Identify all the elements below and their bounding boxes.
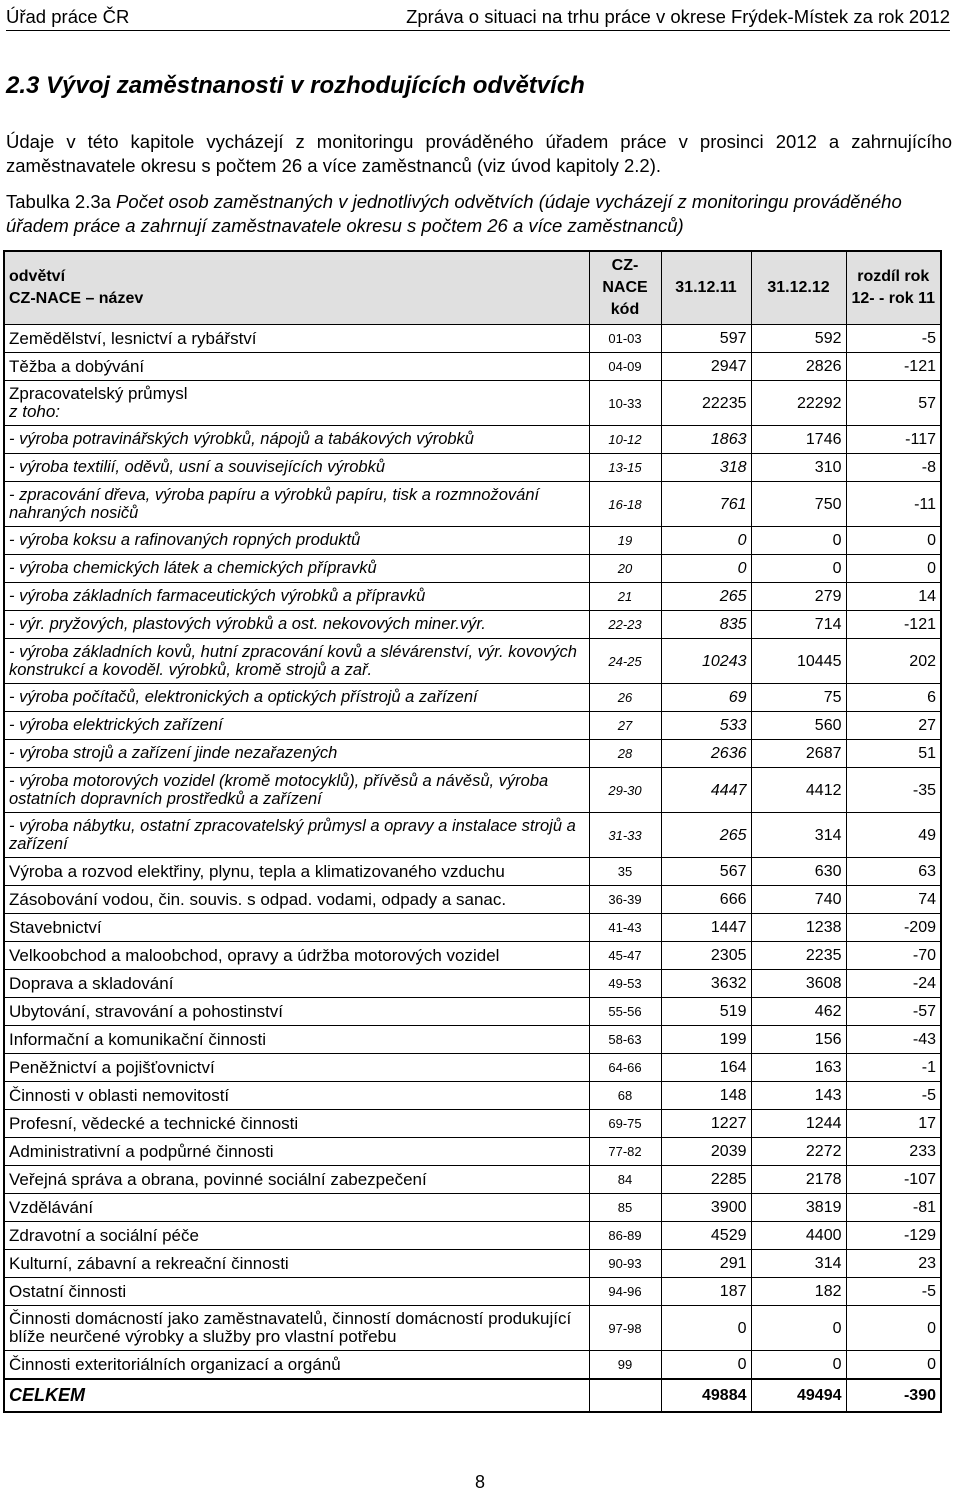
sector-name: Zemědělství, lesnictví a rybářství	[9, 329, 257, 348]
cell-2012: 630	[751, 858, 846, 886]
table-row	[4, 1082, 941, 1110]
cell-sector-name	[4, 1110, 589, 1138]
table-row	[4, 1351, 941, 1380]
cell-difference: -5	[846, 1278, 941, 1306]
intro-paragraph: Údaje v této kapitole vycházejí z monitoringu prováděného úřadem práce v prosinci 2012 a zahrnujícího zaměstnavatele okresu s počtem 26 a více zaměstnanců (viz úvod kapitoly 2.2).	[6, 131, 952, 176]
table-row	[4, 555, 941, 583]
sector-name: - výroba strojů a zařízení jinde nezařazených	[9, 744, 338, 762]
cell-2012: 22292	[751, 381, 846, 426]
cell-sector-name	[4, 684, 589, 712]
cell-2011: 4529	[661, 1222, 751, 1250]
cell-code: 27	[589, 712, 661, 740]
table-caption	[6, 190, 946, 238]
cell-2012: 3819	[751, 1194, 846, 1222]
section-title: 2.3 Vývoj zaměstnanosti v rozhodujících odvětvích	[6, 72, 585, 99]
cell-2012: 156	[751, 1026, 846, 1054]
table-caption-text: Počet osob zaměstnaných v jednotlivých odvětvích (údaje vycházejí z monitoringu prováděného úřadem práce a zahrnují zaměstnavatele okresu s počtem 26 a více zaměstnanců)	[6, 191, 902, 236]
cell-total-2011: 49884	[661, 1379, 751, 1412]
cell-code: 68	[589, 1082, 661, 1110]
cell-2012: 163	[751, 1054, 846, 1082]
cell-2012: 740	[751, 886, 846, 914]
cell-2011: 567	[661, 858, 751, 886]
cell-2011: 3632	[661, 970, 751, 998]
cell-code: 28	[589, 740, 661, 768]
sector-name: Ubytování, stravování a pohostinství	[9, 1002, 284, 1021]
cell-code: 24-25	[589, 639, 661, 684]
cell-code: 29-30	[589, 768, 661, 813]
cell-code: 13-15	[589, 454, 661, 482]
sector-name: Zpracovatelský průmysl	[9, 384, 188, 403]
cell-2012: 2687	[751, 740, 846, 768]
cell-difference: -121	[846, 611, 941, 639]
page-header	[6, 4, 950, 31]
table-row	[4, 740, 941, 768]
sector-name: Ostatní činnosti	[9, 1282, 127, 1301]
sector-name: - výroba nábytku, ostatní zpracovatelský průmysl a opravy a instalace strojů a zařízení	[9, 817, 576, 853]
table-row	[4, 325, 941, 353]
cell-2012: 75	[751, 684, 846, 712]
cell-2012: 714	[751, 611, 846, 639]
table-row	[4, 1250, 941, 1278]
cell-2012: 1244	[751, 1110, 846, 1138]
table-row	[4, 454, 941, 482]
sector-name: - výroba chemických látek a chemických přípravků	[9, 559, 377, 577]
cell-difference: -117	[846, 426, 941, 454]
cell-2012: 314	[751, 1250, 846, 1278]
table-row	[4, 1194, 941, 1222]
cell-2011: 666	[661, 886, 751, 914]
cell-2011: 597	[661, 325, 751, 353]
sector-name: - výroba základních farmaceutických výrobků a přípravků	[9, 587, 426, 605]
cell-2011: 291	[661, 1250, 751, 1278]
cell-code: 97-98	[589, 1306, 661, 1351]
cell-sector-name	[4, 611, 589, 639]
cell-code: 45-47	[589, 942, 661, 970]
header-2012: 31.12.12	[751, 251, 846, 325]
cell-difference: -209	[846, 914, 941, 942]
cell-2011: 69	[661, 684, 751, 712]
cell-total-difference: -390	[846, 1379, 941, 1412]
cell-sector-name	[4, 555, 589, 583]
cell-sector-name	[4, 1082, 589, 1110]
cell-2011: 761	[661, 482, 751, 527]
header-2011: 31.12.11	[661, 251, 751, 325]
cell-sector-name	[4, 740, 589, 768]
sector-name: - výroba elektrických zařízení	[9, 716, 223, 734]
cell-difference: -11	[846, 482, 941, 527]
sector-name: - výroba počítačů, elektronických a optických přístrojů a zařízení	[9, 688, 478, 706]
cell-total-2012: 49494	[751, 1379, 846, 1412]
cell-2012: 2272	[751, 1138, 846, 1166]
cell-2011: 2305	[661, 942, 751, 970]
cell-difference: -24	[846, 970, 941, 998]
cell-difference: -35	[846, 768, 941, 813]
cell-difference: 17	[846, 1110, 941, 1138]
cell-2011: 835	[661, 611, 751, 639]
cell-2011: 2947	[661, 353, 751, 381]
cell-difference: 49	[846, 813, 941, 858]
cell-2011: 0	[661, 1351, 751, 1380]
table-row	[4, 611, 941, 639]
cell-2012: 1746	[751, 426, 846, 454]
cell-2012: 10445	[751, 639, 846, 684]
cell-2012: 1238	[751, 914, 846, 942]
cell-sector-name	[4, 813, 589, 858]
cell-2012: 0	[751, 527, 846, 555]
table-total-row	[4, 1379, 941, 1412]
cell-2011: 2039	[661, 1138, 751, 1166]
cell-2012: 2178	[751, 1166, 846, 1194]
cell-sector-name	[4, 482, 589, 527]
cell-difference: 14	[846, 583, 941, 611]
cell-sector-name	[4, 998, 589, 1026]
cell-code: 16-18	[589, 482, 661, 527]
sector-name: - výr. pryžových, plastových výrobků a ost. nekovových miner.výr.	[9, 615, 486, 633]
cell-code: 64-66	[589, 1054, 661, 1082]
cell-2011: 265	[661, 583, 751, 611]
cell-2011: 10243	[661, 639, 751, 684]
cell-2011: 1227	[661, 1110, 751, 1138]
cell-2012: 0	[751, 555, 846, 583]
cell-2011: 0	[661, 555, 751, 583]
cell-difference: -43	[846, 1026, 941, 1054]
table-row	[4, 1306, 941, 1351]
cell-sector-name	[4, 970, 589, 998]
cell-2011: 4447	[661, 768, 751, 813]
table-body	[4, 325, 941, 1413]
sector-name: Doprava a skladování	[9, 974, 174, 993]
table-row	[4, 583, 941, 611]
header-sector-line1: odvětví	[9, 268, 66, 285]
cell-code: 58-63	[589, 1026, 661, 1054]
cell-difference: -8	[846, 454, 941, 482]
sector-name: Těžba a dobývání	[9, 357, 145, 376]
sector-name: Činnosti domácností jako zaměstnavatelů, činností domácností produkující blíže neurčené výrobky a služby pro vlastní potřebu	[9, 1309, 572, 1346]
cell-2012: 592	[751, 325, 846, 353]
cell-2011: 2285	[661, 1166, 751, 1194]
cell-difference: -5	[846, 1082, 941, 1110]
sector-name: Kulturní, zábavní a rekreační činnosti	[9, 1254, 289, 1273]
employment-table	[3, 250, 942, 1413]
cell-difference: 0	[846, 1351, 941, 1380]
cell-code: 36-39	[589, 886, 661, 914]
table-row	[4, 1054, 941, 1082]
cell-code: 04-09	[589, 353, 661, 381]
table-row	[4, 712, 941, 740]
table-header-row	[4, 251, 941, 325]
cell-2011: 164	[661, 1054, 751, 1082]
header-organization: Úřad práce ČR	[6, 6, 130, 27]
cell-difference: 57	[846, 381, 941, 426]
cell-sector-name	[4, 527, 589, 555]
cell-difference: 74	[846, 886, 941, 914]
cell-difference: 63	[846, 858, 941, 886]
cell-code: 49-53	[589, 970, 661, 998]
cell-2011: 1863	[661, 426, 751, 454]
table-row	[4, 768, 941, 813]
cell-2011: 265	[661, 813, 751, 858]
cell-difference: 233	[846, 1138, 941, 1166]
cell-difference: -121	[846, 353, 941, 381]
sector-subnote: z toho:	[9, 402, 61, 421]
cell-code: 84	[589, 1166, 661, 1194]
cell-code: 31-33	[589, 813, 661, 858]
cell-2011: 2636	[661, 740, 751, 768]
cell-2011: 519	[661, 998, 751, 1026]
table-row	[4, 684, 941, 712]
cell-sector-name	[4, 1222, 589, 1250]
sector-name: Peněžnictví a pojišťovnictví	[9, 1058, 215, 1077]
cell-2012: 750	[751, 482, 846, 527]
sector-name: Činnosti exteritoriálních organizací a orgánů	[9, 1355, 341, 1374]
cell-sector-name	[4, 1306, 589, 1351]
cell-2012: 0	[751, 1351, 846, 1380]
cell-code: 26	[589, 684, 661, 712]
cell-sector-name	[4, 426, 589, 454]
cell-difference: -107	[846, 1166, 941, 1194]
header-sector-line2: CZ-NACE – název	[9, 290, 144, 307]
cell-2012: 310	[751, 454, 846, 482]
table-row	[4, 426, 941, 454]
cell-2011: 22235	[661, 381, 751, 426]
sector-name: - výroba koksu a rafinovaných ropných produktů	[9, 531, 361, 549]
cell-2012: 2235	[751, 942, 846, 970]
cell-sector-name	[4, 942, 589, 970]
table-row	[4, 1026, 941, 1054]
table-row	[4, 1138, 941, 1166]
cell-2011: 318	[661, 454, 751, 482]
cell-2012: 560	[751, 712, 846, 740]
cell-sector-name	[4, 768, 589, 813]
cell-2012: 4400	[751, 1222, 846, 1250]
cell-2012: 182	[751, 1278, 846, 1306]
header-code: CZ-NACE kód	[589, 251, 661, 325]
cell-sector-name	[4, 381, 589, 426]
cell-2012: 279	[751, 583, 846, 611]
cell-difference: 51	[846, 740, 941, 768]
table-row	[4, 970, 941, 998]
table-row	[4, 942, 941, 970]
cell-sector-name	[4, 858, 589, 886]
cell-code: 22-23	[589, 611, 661, 639]
cell-difference: -70	[846, 942, 941, 970]
cell-2011: 199	[661, 1026, 751, 1054]
cell-2012: 143	[751, 1082, 846, 1110]
cell-difference: -129	[846, 1222, 941, 1250]
sector-name: Informační a komunikační činnosti	[9, 1030, 267, 1049]
header-sector	[4, 251, 589, 325]
cell-difference: 0	[846, 1306, 941, 1351]
cell-code: 19	[589, 527, 661, 555]
table-row	[4, 353, 941, 381]
cell-2012: 314	[751, 813, 846, 858]
page-number: 8	[474, 1472, 485, 1492]
sector-name: Činnosti v oblasti nemovitostí	[9, 1086, 230, 1105]
table-row	[4, 914, 941, 942]
sector-name: - výroba potravinářských výrobků, nápojů a tabákových výrobků	[9, 430, 474, 448]
table-row	[4, 998, 941, 1026]
cell-sector-name	[4, 1026, 589, 1054]
sector-name: - výroba textilií, oděvů, usní a souvisejících výrobků	[9, 458, 386, 476]
sector-name: - výroba motorových vozidel (kromě motocyklů), přívěsů a návěsů, výroba ostatních dopravních prostředků a zařízení	[9, 772, 549, 808]
cell-code: 20	[589, 555, 661, 583]
sector-name: - zpracování dřeva, výroba papíru a výrobků papíru, tisk a rozmnožování nahraných nosičů	[9, 486, 540, 522]
table-row	[4, 381, 941, 426]
cell-2011: 187	[661, 1278, 751, 1306]
header-difference: rozdíl rok 12- - rok 11	[846, 251, 941, 325]
table-row	[4, 527, 941, 555]
cell-sector-name	[4, 1250, 589, 1278]
table-row	[4, 858, 941, 886]
cell-difference: -57	[846, 998, 941, 1026]
table-row	[4, 886, 941, 914]
cell-difference: 0	[846, 555, 941, 583]
cell-sector-name	[4, 712, 589, 740]
cell-2011: 0	[661, 527, 751, 555]
cell-code: 85	[589, 1194, 661, 1222]
sector-name: - výroba základních kovů, hutní zpracování kovů a slévárenství, výr. kovových konstrukcí a kovoděl. výrobků, kromě strojů a zař.	[9, 643, 577, 679]
cell-sector-name	[4, 1351, 589, 1380]
sector-name: Administrativní a podpůrné činnosti	[9, 1142, 274, 1161]
header-report-title: Zpráva o situaci na trhu práce v okrese Frýdek-Místek za rok 2012	[406, 6, 950, 27]
sector-name: Velkoobchod a maloobchod, opravy a údržba motorových vozidel	[9, 946, 500, 965]
cell-difference: -5	[846, 325, 941, 353]
cell-code: 90-93	[589, 1250, 661, 1278]
cell-2011: 0	[661, 1306, 751, 1351]
sector-name: Vzdělávání	[9, 1198, 94, 1217]
cell-code: 55-56	[589, 998, 661, 1026]
cell-sector-name	[4, 639, 589, 684]
cell-code: 21	[589, 583, 661, 611]
cell-2011: 148	[661, 1082, 751, 1110]
cell-code: 94-96	[589, 1278, 661, 1306]
cell-2012: 2826	[751, 353, 846, 381]
cell-total-label: CELKEM	[4, 1379, 589, 1412]
cell-sector-name	[4, 583, 589, 611]
cell-sector-name	[4, 325, 589, 353]
cell-difference: 23	[846, 1250, 941, 1278]
cell-code: 77-82	[589, 1138, 661, 1166]
cell-2012: 0	[751, 1306, 846, 1351]
cell-2011: 1447	[661, 914, 751, 942]
table-row	[4, 482, 941, 527]
cell-sector-name	[4, 914, 589, 942]
cell-sector-name	[4, 886, 589, 914]
table-row	[4, 1278, 941, 1306]
cell-code: 86-89	[589, 1222, 661, 1250]
table-row	[4, 1166, 941, 1194]
table-row	[4, 639, 941, 684]
cell-code: 69-75	[589, 1110, 661, 1138]
cell-2012: 3608	[751, 970, 846, 998]
cell-sector-name	[4, 1166, 589, 1194]
cell-difference: 0	[846, 527, 941, 555]
cell-sector-name	[4, 353, 589, 381]
sector-name: Veřejná správa a obrana, povinné sociální zabezpečení	[9, 1170, 427, 1189]
cell-sector-name	[4, 1278, 589, 1306]
sector-name: Profesní, vědecké a technické činnosti	[9, 1114, 299, 1133]
cell-code: 35	[589, 858, 661, 886]
table-caption-label: Tabulka 2.3a	[6, 191, 111, 212]
cell-code: 41-43	[589, 914, 661, 942]
cell-difference: 27	[846, 712, 941, 740]
cell-code: 01-03	[589, 325, 661, 353]
cell-code: 10-33	[589, 381, 661, 426]
sector-name: Zásobování vodou, čin. souvis. s odpad. vodami, odpady a sanac.	[9, 890, 507, 909]
cell-difference: 6	[846, 684, 941, 712]
cell-code: 10-12	[589, 426, 661, 454]
cell-2012: 4412	[751, 768, 846, 813]
table-row	[4, 813, 941, 858]
cell-code: 99	[589, 1351, 661, 1380]
cell-2011: 533	[661, 712, 751, 740]
cell-sector-name	[4, 1054, 589, 1082]
cell-total-code	[589, 1379, 661, 1412]
cell-sector-name	[4, 1194, 589, 1222]
cell-2012: 462	[751, 998, 846, 1026]
cell-difference: 202	[846, 639, 941, 684]
cell-2011: 3900	[661, 1194, 751, 1222]
sector-name: Zdravotní a sociální péče	[9, 1226, 199, 1245]
table-row	[4, 1222, 941, 1250]
sector-name: Výroba a rozvod elektřiny, plynu, tepla a klimatizovaného vzduchu	[9, 862, 505, 881]
cell-difference: -1	[846, 1054, 941, 1082]
table-row	[4, 1110, 941, 1138]
sector-name: Stavebnictví	[9, 918, 102, 937]
cell-sector-name	[4, 1138, 589, 1166]
cell-difference: -81	[846, 1194, 941, 1222]
cell-sector-name	[4, 454, 589, 482]
